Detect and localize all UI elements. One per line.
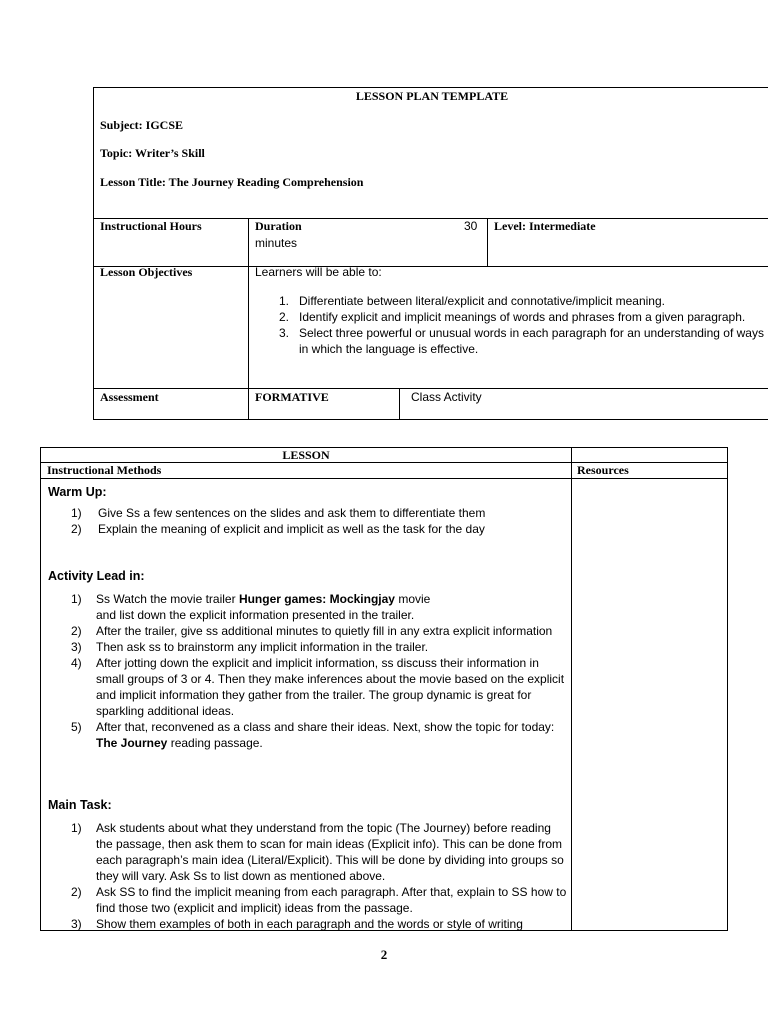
objectives-label: Lesson Objectives [100, 265, 193, 279]
list-item: 1) Ss Watch the movie trailer Hunger games: Mockingjay movie and list down the explicit information presented in the trailer. [71, 592, 431, 622]
lead-in-title: Activity Lead in: [48, 569, 145, 583]
objective-item: 2. Identify explicit and implicit meanings of words and phrases from a given paragraph. [279, 310, 746, 324]
list-item: 4) After jotting down the explicit and implicit information, ss discuss their information in small groups of 3 or 4. Then they make inferences about the movie based on the explicit and implicit information they gather from the trailer. The group dynamic is great for sparkling additional ideas. [71, 656, 565, 718]
resources-header: Resources [577, 463, 629, 477]
warm-up-list [41, 505, 569, 537]
list-item: 3) Then ask ss to brainstorm any implicit information in the trailer. [71, 640, 429, 654]
page-number: 2 [380, 947, 388, 962]
list-item: 2) Explain the meaning of explicit and implicit as well as the task for the day [71, 522, 485, 536]
assessment-type: FORMATIVE [255, 390, 329, 404]
duration-unit: minutes [255, 236, 298, 250]
list-item: 1) Ask students about what they understand from the topic (The Journey) before reading the passage, then ask them to scan for main ideas (Explicit info). This can be done from each paragraph’s main idea (Literal/Explicit). This will be done by dividing into groups so they will vary. Ask Ss to list down as mentioned above. [71, 821, 564, 883]
main-task-title: Main Task: [48, 798, 112, 812]
subject: Subject: IGCSE [100, 118, 184, 132]
objectives-list [249, 293, 768, 357]
assessment-activity: Class Activity [411, 390, 482, 404]
duration-value: 30 [464, 219, 478, 233]
lesson-table [40, 447, 728, 931]
list-item: 5) After that, reconvened as a class and share their ideas. Next, show the topic for today: The Journey reading passage. [71, 720, 555, 750]
list-item: 2) After the trailer, give ss additional minutes to quietly fill in any extra explicit information [71, 624, 553, 638]
warm-up-title: Warm Up: [48, 485, 107, 499]
list-item: 3) Show them examples of both in each paragraph and the words or style of writing [71, 917, 523, 931]
objectives-intro: Learners will be able to: [255, 265, 382, 279]
lesson-header: LESSON [282, 448, 330, 462]
instructional-methods-header: Instructional Methods [47, 463, 162, 477]
objective-item: 1. Differentiate between literal/explicit and connotative/implicit meaning. [279, 294, 665, 308]
topic: Topic: Writer’s Skill [100, 146, 205, 160]
lesson-plan-template-table [93, 87, 768, 420]
level: Level: Intermediate [494, 219, 596, 233]
list-item: 2) Ask SS to find the implicit meaning from each paragraph. After that, explain to SS how to find those two (explicit and implicit) ideas from the passage. [71, 885, 567, 915]
duration-label: Duration [255, 219, 302, 233]
assessment-label: Assessment [100, 390, 159, 404]
main-task-list [41, 820, 569, 932]
lead-in-list [41, 591, 569, 751]
template-title: LESSON PLAN TEMPLATE [355, 89, 509, 103]
instructional-hours-label: Instructional Hours [100, 219, 202, 233]
objective-item: 3. Select three powerful or unusual words in each paragraph for an understanding of ways in which the language is effective. [279, 326, 764, 356]
list-item: 1) Give Ss a few sentences on the slides and ask them to differentiate them [71, 506, 486, 520]
lesson-title: Lesson Title: The Journey Reading Comprehension [100, 175, 364, 189]
